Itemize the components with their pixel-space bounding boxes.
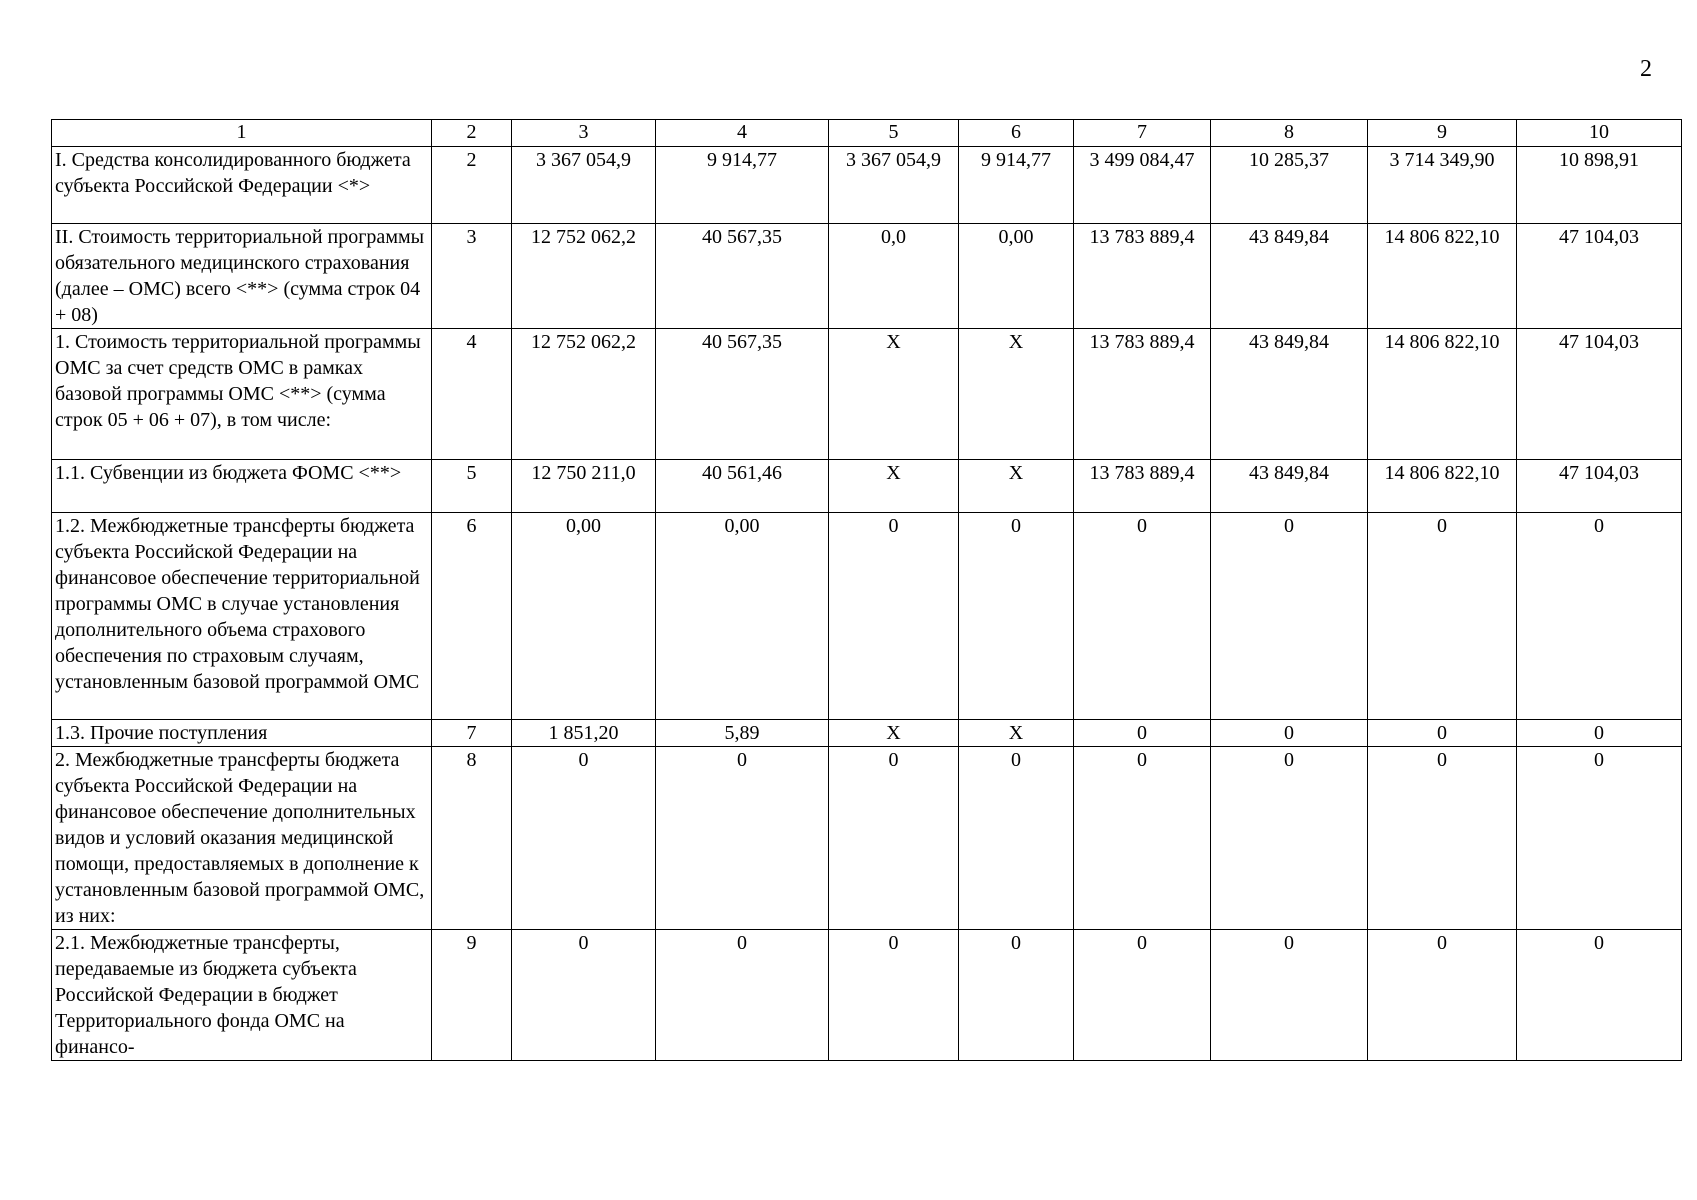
value-cell: 0 [1517, 747, 1682, 930]
value-cell: 0 [1211, 747, 1368, 930]
value-cell: 40 567,35 [656, 329, 829, 460]
value-cell: 0 [1368, 513, 1517, 720]
value-cell: 0 [1517, 930, 1682, 1061]
value-cell: 0 [1368, 720, 1517, 747]
header-cell: 1 [52, 120, 432, 147]
table-row [52, 460, 1682, 513]
value-cell: X [959, 720, 1074, 747]
header-cell: 7 [1074, 120, 1211, 147]
table-row [52, 747, 1682, 930]
value-cell: 14 806 822,10 [1368, 224, 1517, 329]
value-cell: 0 [656, 930, 829, 1061]
value-cell: 0,0 [829, 224, 959, 329]
row-label: 1.3. Прочие поступления [52, 720, 432, 747]
table-row [52, 224, 1682, 329]
header-cell: 6 [959, 120, 1074, 147]
value-cell: 0 [1074, 747, 1211, 930]
value-cell: 0 [959, 747, 1074, 930]
value-cell: 0,00 [656, 513, 829, 720]
value-cell: 0 [1368, 747, 1517, 930]
value-cell: 10 898,91 [1517, 147, 1682, 224]
header-cell: 5 [829, 120, 959, 147]
row-code: 6 [432, 513, 512, 720]
table-row [52, 513, 1682, 720]
value-cell: 0 [1211, 930, 1368, 1061]
table-row [52, 930, 1682, 1061]
row-label: II. Стоимость территориальной программы обязательного медицинского страхования (далее – ОМС) всего <**> (сумма строк 04 + 08) [52, 224, 432, 329]
value-cell: 13 783 889,4 [1074, 224, 1211, 329]
row-label: 1. Стоимость территориальной программы ОМС за счет средств ОМС в рамках базовой программы ОМС <**> (сумма строк 05 + 06 + 07), в том числе: [52, 329, 432, 460]
value-cell: 0 [512, 747, 656, 930]
header-cell: 10 [1517, 120, 1682, 147]
value-cell: 12 752 062,2 [512, 329, 656, 460]
value-cell: 40 561,46 [656, 460, 829, 513]
value-cell: 14 806 822,10 [1368, 329, 1517, 460]
value-cell: 0 [1074, 513, 1211, 720]
value-cell: 47 104,03 [1517, 329, 1682, 460]
row-label: 1.2. Межбюджетные трансферты бюджета субъекта Российской Федерации на финансовое обеспечение территориальной программы ОМС в случае установления дополнительного объема страхового обеспечения по страховым случаям, установленным базовой программой ОМС [52, 513, 432, 720]
value-cell: 9 914,77 [656, 147, 829, 224]
value-cell: 0 [829, 747, 959, 930]
value-cell: 0 [959, 513, 1074, 720]
value-cell: 0 [1074, 930, 1211, 1061]
value-cell: 47 104,03 [1517, 224, 1682, 329]
value-cell: X [829, 329, 959, 460]
row-code: 9 [432, 930, 512, 1061]
table-row [52, 147, 1682, 224]
value-cell: X [959, 460, 1074, 513]
table-header-row [52, 120, 1682, 147]
value-cell: 0,00 [512, 513, 656, 720]
value-cell: 0 [829, 930, 959, 1061]
page-number: 2 [1640, 56, 1652, 82]
value-cell: 12 752 062,2 [512, 224, 656, 329]
value-cell: 0 [1211, 720, 1368, 747]
row-code: 2 [432, 147, 512, 224]
value-cell: 0 [1368, 930, 1517, 1061]
value-cell: 43 849,84 [1211, 224, 1368, 329]
value-cell: X [959, 329, 1074, 460]
value-cell: 13 783 889,4 [1074, 460, 1211, 513]
header-cell: 2 [432, 120, 512, 147]
header-cell: 3 [512, 120, 656, 147]
table-row [52, 329, 1682, 460]
value-cell: 0 [1211, 513, 1368, 720]
value-cell: 10 285,37 [1211, 147, 1368, 224]
value-cell: 3 367 054,9 [512, 147, 656, 224]
value-cell: 13 783 889,4 [1074, 329, 1211, 460]
header-cell: 4 [656, 120, 829, 147]
value-cell: 0 [829, 513, 959, 720]
value-cell: 43 849,84 [1211, 460, 1368, 513]
value-cell: 0 [1517, 720, 1682, 747]
table-row [52, 720, 1682, 747]
row-code: 8 [432, 747, 512, 930]
value-cell: 0 [1074, 720, 1211, 747]
value-cell: X [829, 720, 959, 747]
value-cell: 0,00 [959, 224, 1074, 329]
header-cell: 9 [1368, 120, 1517, 147]
row-code: 7 [432, 720, 512, 747]
header-cell: 8 [1211, 120, 1368, 147]
row-label: 2.1. Межбюджетные трансферты, передаваемые из бюджета субъекта Российской Федерации в бюджет Территориального фонда ОМС на финансо- [52, 930, 432, 1061]
row-label: 1.1. Субвенции из бюджета ФОМС <**> [52, 460, 432, 513]
value-cell: 5,89 [656, 720, 829, 747]
value-cell: 0 [959, 930, 1074, 1061]
row-label: 2. Межбюджетные трансферты бюджета субъекта Российской Федерации на финансовое обеспечение дополнительных видов и условий оказания медицинской помощи, предоставляемых в дополнение к установленным базовой программой ОМС, из них: [52, 747, 432, 930]
financial-table [51, 119, 1682, 1061]
value-cell: 0 [656, 747, 829, 930]
value-cell: 43 849,84 [1211, 329, 1368, 460]
value-cell: 0 [512, 930, 656, 1061]
value-cell: 1 851,20 [512, 720, 656, 747]
row-code: 4 [432, 329, 512, 460]
value-cell: 3 499 084,47 [1074, 147, 1211, 224]
value-cell: 40 567,35 [656, 224, 829, 329]
row-code: 3 [432, 224, 512, 329]
row-label: I. Средства консолидированного бюджета субъекта Российской Федерации <*> [52, 147, 432, 224]
value-cell: 9 914,77 [959, 147, 1074, 224]
value-cell: 47 104,03 [1517, 460, 1682, 513]
value-cell: 0 [1517, 513, 1682, 720]
value-cell: 3 714 349,90 [1368, 147, 1517, 224]
value-cell: 3 367 054,9 [829, 147, 959, 224]
value-cell: 12 750 211,0 [512, 460, 656, 513]
value-cell: X [829, 460, 959, 513]
value-cell: 14 806 822,10 [1368, 460, 1517, 513]
row-code: 5 [432, 460, 512, 513]
